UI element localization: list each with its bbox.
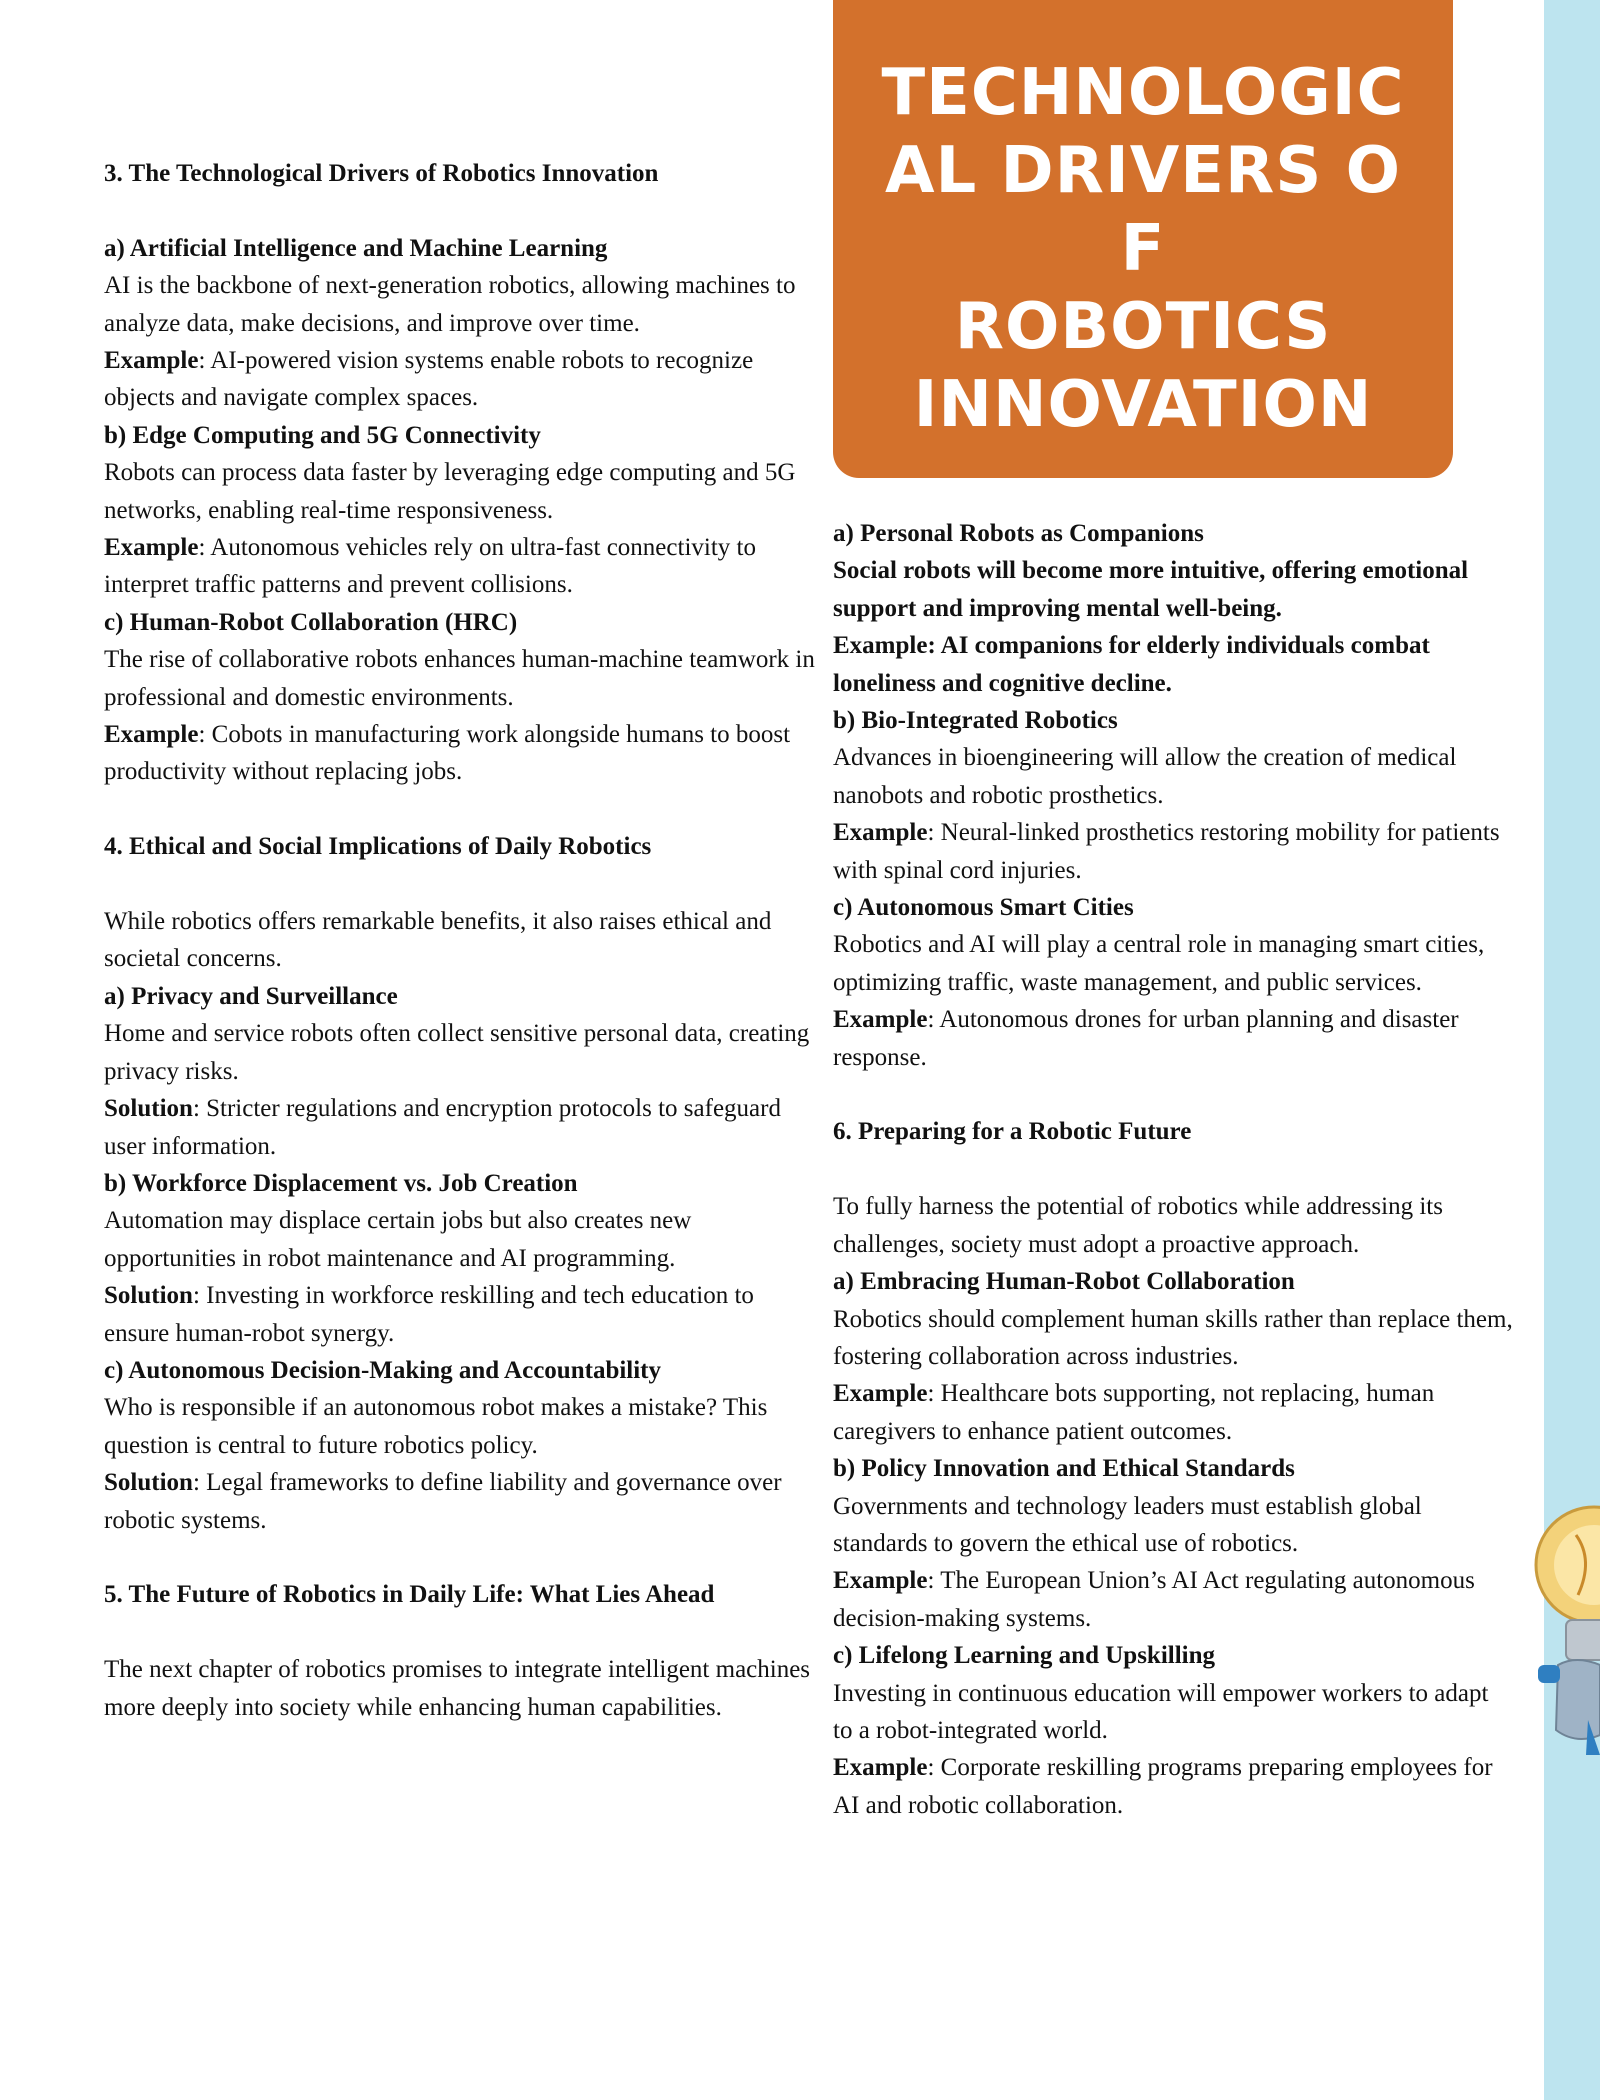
section-6a-heading: a) Embracing Human-Robot Collaboration [833,1268,1295,1296]
section-3b-text: Robots can process data faster by leveraging edge computing and 5G networks, enabling real-time responsiveness. [104,459,796,524]
section-5-heading: 5. The Future of Robotics in Daily Life: What Lies Ahead [104,1581,715,1609]
right-column [833,515,1513,1824]
section-4c-text: Who is responsible if an autonomous robot makes a mistake? This question is central to future robotics policy. [104,1394,768,1459]
section-4c-solution: Solution: Legal frameworks to define liability and governance over robotic systems. [104,1469,782,1534]
left-column [104,155,820,1726]
section-4b-text: Automation may displace certain jobs but also creates new opportunities in robot maintenance and AI programming. [104,1207,692,1272]
section-3a-text: AI is the backbone of next-generation robotics, allowing machines to analyze data, make decisions, and improve over time. [104,272,796,337]
section-4-heading: 4. Ethical and Social Implications of Daily Robotics [104,833,652,861]
section-6c-heading: c) Lifelong Learning and Upskilling [833,1642,1216,1670]
section-5c-heading: c) Autonomous Smart Cities [833,894,1134,922]
section-5c-example: Example: Autonomous drones for urban planning and disaster response. [833,1006,1459,1071]
section-3a-heading: a) Artificial Intelligence and Machine Learning [104,234,608,262]
section-6c-text: Investing in continuous education will empower workers to adapt to a robot-integrated world. [833,1679,1489,1744]
section-5a-heading: a) Personal Robots as Companions [833,520,1204,547]
section-6a-text: Robotics should complement human skills rather than replace them, fostering collaboration across industries. [833,1305,1513,1370]
section-3-heading: 3. The Technological Drivers of Robotics Innovation [104,160,659,187]
section-3a-example: Example: AI-powered vision systems enable robots to recognize objects and navigate complex spaces. [104,347,754,412]
section-6-heading: 6. Preparing for a Robotic Future [833,1118,1192,1146]
section-3c-heading: c) Human-Robot Collaboration (HRC) [104,608,518,636]
section-4-intro: While robotics offers remarkable benefits, it also raises ethical and societal concerns. [104,908,772,973]
lightbulb-robot-hand-icon [1516,1505,1600,1755]
section-4b-heading: b) Workforce Displacement vs. Job Creation [104,1169,578,1197]
section-5-intro: The next chapter of robotics promises to integrate intelligent machines more deeply into society while enhancing human capabilities. [104,1656,811,1721]
section-4a-solution: Solution: Stricter regulations and encryption protocols to safeguard user information. [104,1095,781,1160]
section-3b-example: Example: Autonomous vehicles rely on ultra-fast connectivity to interpret traffic patterns and prevent collisions. [104,534,756,599]
section-6b-heading: b) Policy Innovation and Ethical Standards [833,1455,1295,1483]
side-color-strip [1544,0,1600,2100]
section-3c-example: Example: Cobots in manufacturing work alongside humans to boost productivity without replacing jobs. [104,721,791,786]
section-4a-text: Home and service robots often collect sensitive personal data, creating privacy risks. [104,1020,810,1085]
section-5b-text: Advances in bioengineering will allow the creation of medical nanobots and robotic prosthetics. [833,744,1457,809]
section-6-intro: To fully harness the potential of robotics while addressing its challenges, society must adopt a proactive approach. [833,1193,1443,1258]
section-3b-heading: b) Edge Computing and 5G Connectivity [104,421,541,449]
section-5b-heading: b) Bio-Integrated Robotics [833,707,1118,735]
section-6b-example: Example: The European Union’s AI Act regulating autonomous decision-making systems. [833,1567,1475,1632]
section-6b-text: Governments and technology leaders must establish global standards to govern the ethical use of robotics. [833,1492,1422,1557]
section-5c-text: Robotics and AI will play a central role in managing smart cities, optimizing traffic, waste management, and public services. [833,931,1485,996]
section-4a-heading: a) Privacy and Surveillance [104,982,398,1010]
section-5a-text: Social robots will become more intuitive, offering emotional support and improving mental well-being. [833,557,1469,622]
section-6c-example: Example: Corporate reskilling programs preparing employees for AI and robotic collaboration. [833,1754,1493,1819]
section-4c-heading: c) Autonomous Decision-Making and Accountability [104,1356,662,1384]
section-6a-example: Example: Healthcare bots supporting, not replacing, human caregivers to enhance patient outcomes. [833,1380,1435,1445]
section-5a-example: Example: AI companions for elderly individuals combat loneliness and cognitive decline. [833,632,1430,697]
section-4b-solution: Solution: Investing in workforce reskilling and tech education to ensure human-robot synergy. [104,1282,754,1347]
title-text: TECHNOLOGIC AL DRIVERS OF ROBOTICS INNOVATION [881,56,1405,442]
section-5b-example: Example: Neural-linked prosthetics restoring mobility for patients with spinal cord injuries. [833,819,1500,884]
title-banner [833,0,1453,478]
section-3c-text: The rise of collaborative robots enhances human-machine teamwork in professional and domestic environments. [104,646,815,711]
